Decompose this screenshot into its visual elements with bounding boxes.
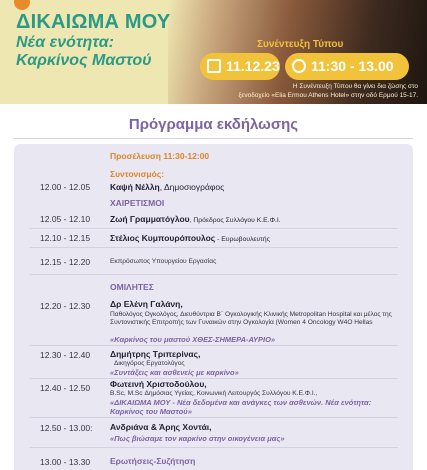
schedule-time: 12.15 - 12.20 <box>40 257 91 267</box>
person-name: Ζωή Γραμματόγλου <box>110 214 190 224</box>
date-text: 11.12.23 <box>226 58 280 74</box>
talk-title: «Πως βιώσαμε τον καρκίνο στην οικογένεια μας» <box>110 434 285 443</box>
person-role: , Πρόεδρος Συλλόγου Κ.Ε.Φ.Ι. <box>189 217 281 224</box>
person-role: , Δημοσιογράφος <box>159 182 225 192</box>
speaker-description: Παθολόγος Ογκολόγος, Διευθύντρια Β΄ Ογκολογικής Κλινικής Metropolitan Hospital και μέλος της Συντονιστικής Επιτροπής των Γυναικών στην Ογκολογία (Women 4 Oncology W4O Hellas <box>110 311 392 326</box>
clock-icon <box>292 59 306 73</box>
schedule-time: 12.20 - 12.30 <box>40 301 91 311</box>
schedule-time: 12.00 - 12.05 <box>40 182 91 192</box>
row-separator <box>30 274 398 275</box>
speakers-heading: ΟΜΙΛΗΤΕΣ <box>110 282 154 292</box>
divider <box>14 138 413 139</box>
schedule-entry <box>110 182 224 192</box>
schedule-time: 12.10 - 12.15 <box>40 233 91 243</box>
press-conference-label: Συνέντευξη Τύπου <box>257 39 344 50</box>
coordination-heading: Συντονισμός: <box>110 169 165 179</box>
talk-title: «ΔΙΚΑΙΩΜΑ ΜΟΥ - Νέα δεδομένα και ανάγκες των ασθενών. Νέα ενότητα: Καρκίνος του Μαστού» <box>110 398 372 416</box>
greetings-heading: ΧΑΙΡΕΤΙΣΜΟΙ <box>110 198 165 208</box>
date-badge <box>200 53 280 80</box>
schedule-entry <box>110 214 281 224</box>
event-subtitle-line2: Καρκίνος Μαστού <box>16 52 152 69</box>
program-panel <box>14 144 413 470</box>
event-subtitle-line1: Νέα ενότητα: <box>16 34 115 51</box>
program-title: Πρόγραμμα εκδήλωσης <box>128 116 299 133</box>
event-title: ΔΙΚΑΙΩΜΑ ΜΟΥ <box>16 11 171 33</box>
schedule-entry <box>110 233 270 243</box>
speaker-role: Δικηγόρος Εργατολόγος <box>114 360 185 367</box>
talk-title: «Συντάξεις και ασθενείς με καρκίνο» <box>110 368 239 377</box>
arrival-heading: Προσέλευση 11:30-12:00 <box>110 151 210 161</box>
speaker-name: Δρ Ελένη Γαλάνη, <box>110 299 183 309</box>
speaker-name: Φωτεινή Χριστοδούλου, <box>110 379 207 389</box>
row-separator <box>30 378 398 379</box>
event-header <box>0 0 427 104</box>
qa-heading: Ερωτήσεις-Συζήτηση <box>110 456 196 466</box>
row-separator <box>30 447 398 448</box>
talk-title: «Καρκίνος του μαστού ΧΘΕΣ-ΣΗΜΕΡΑ-ΑΥΡΙΟ» <box>110 335 276 344</box>
row-separator <box>30 228 398 229</box>
calendar-icon <box>207 59 221 73</box>
person-name: Καψή Νέλλη <box>110 182 160 192</box>
speaker-name: Δημήτρης Τριπερίνας, <box>110 349 201 359</box>
time-text: 11:30 - 13.00 <box>311 58 394 74</box>
schedule-entry: Εκπρόσωπος Υπουργείου Εργασίας <box>110 258 217 265</box>
schedule-time: 13.00 - 13.30 <box>40 457 91 467</box>
schedule-time: 12.50 - 13.00: <box>40 423 93 433</box>
press-note-line2: ξενοδοχείο «Elia Ermou Athens Hotel» στην οδό Ερμού 15-17. <box>238 92 418 99</box>
time-badge <box>285 53 409 80</box>
speaker-name: Ανδριάνα & Άρης Χοντάι, <box>110 422 212 432</box>
press-note <box>208 82 418 100</box>
schedule-time: 12.40 - 12.50 <box>40 383 91 393</box>
schedule-time: 12.05 - 12.10 <box>40 214 91 224</box>
row-separator <box>30 417 398 418</box>
row-separator <box>30 247 398 248</box>
person-role: - Ευρωβουλευτής <box>215 236 270 243</box>
logo-mark <box>14 0 30 10</box>
speaker-role: B.Sc, M.Sc Δημόσιας Υγείας, Κοινωνική Λειτουργός Συλλόγου Κ.Ε.Φ.Ι., <box>110 390 318 397</box>
person-name: Στέλιος Κυμπουρόπουλος <box>110 233 216 243</box>
press-note-line1: Η Συνέντευξη Τύπου θα γίνει δια ζώσης στο <box>292 83 418 90</box>
schedule-time: 12.30 - 12.40 <box>40 350 91 360</box>
row-separator <box>30 345 398 346</box>
